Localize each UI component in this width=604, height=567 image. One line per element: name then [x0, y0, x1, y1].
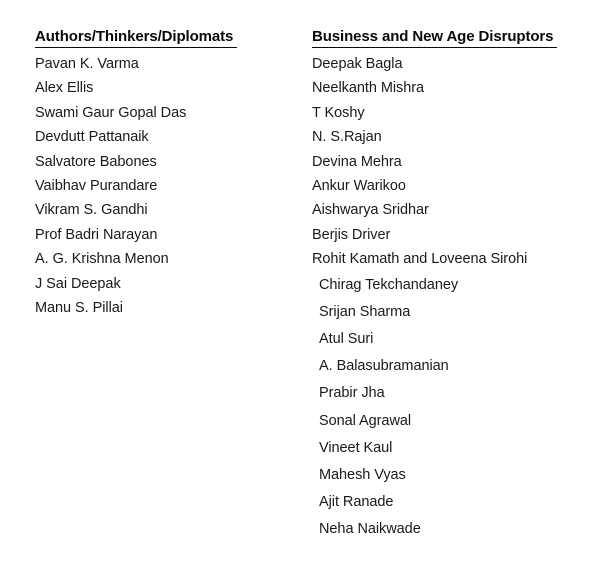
list-item: Neelkanth Mishra	[312, 80, 425, 97]
list-item: Mahesh Vyas	[319, 467, 406, 484]
list-item: Alex Ellis	[35, 80, 94, 97]
list-item: Vikram S. Gandhi	[35, 202, 148, 219]
column-heading-business-and-new-age-disruptors: Business and New Age Disruptors	[312, 28, 557, 48]
list-item: Manu S. Pillai	[35, 300, 123, 317]
list-item: Sonal Agrawal	[319, 412, 412, 429]
list-item: Rohit Kamath and Loveena Sirohi	[312, 251, 528, 268]
list-item: Devdutt Pattanaik	[35, 129, 149, 146]
list-item: Aishwarya Sridhar	[312, 202, 429, 219]
list-item: Swami Gaur Gopal Das	[35, 104, 187, 121]
list-item: Srijan Sharma	[319, 303, 411, 320]
list-item: Berjis Driver	[312, 226, 391, 243]
list-item: Ajit Ranade	[319, 494, 394, 511]
list-item: Atul Suri	[319, 331, 374, 348]
list-item: T Koshy	[312, 104, 365, 121]
name-list-business-and-new-age-disruptors	[312, 52, 527, 544]
list-item: Chirag Tekchandaney	[319, 276, 459, 293]
list-item: Pavan K. Varma	[35, 56, 139, 72]
list-item: Vineet Kaul	[319, 439, 393, 456]
list-item: Salvatore Babones	[35, 153, 157, 170]
name-list-authors-thinkers-diplomats	[35, 52, 186, 320]
list-item: Deepak Bagla	[312, 56, 403, 72]
list-item: Prof Badri Narayan	[35, 226, 158, 243]
list-item: Vaibhav Purandare	[35, 178, 158, 195]
list-item: N. S.Rajan	[312, 129, 382, 146]
list-item: Ankur Warikoo	[312, 178, 406, 195]
list-item: A. Balasubramanian	[319, 358, 449, 375]
column-heading-authors-thinkers-diplomats: Authors/Thinkers/Diplomats	[35, 28, 237, 48]
list-item: Prabir Jha	[319, 385, 385, 402]
list-item: A. G. Krishna Menon	[35, 251, 169, 268]
list-item: Neha Naikwade	[319, 521, 421, 538]
list-item: J Sai Deepak	[35, 275, 121, 292]
list-item: Devina Mehra	[312, 153, 402, 170]
